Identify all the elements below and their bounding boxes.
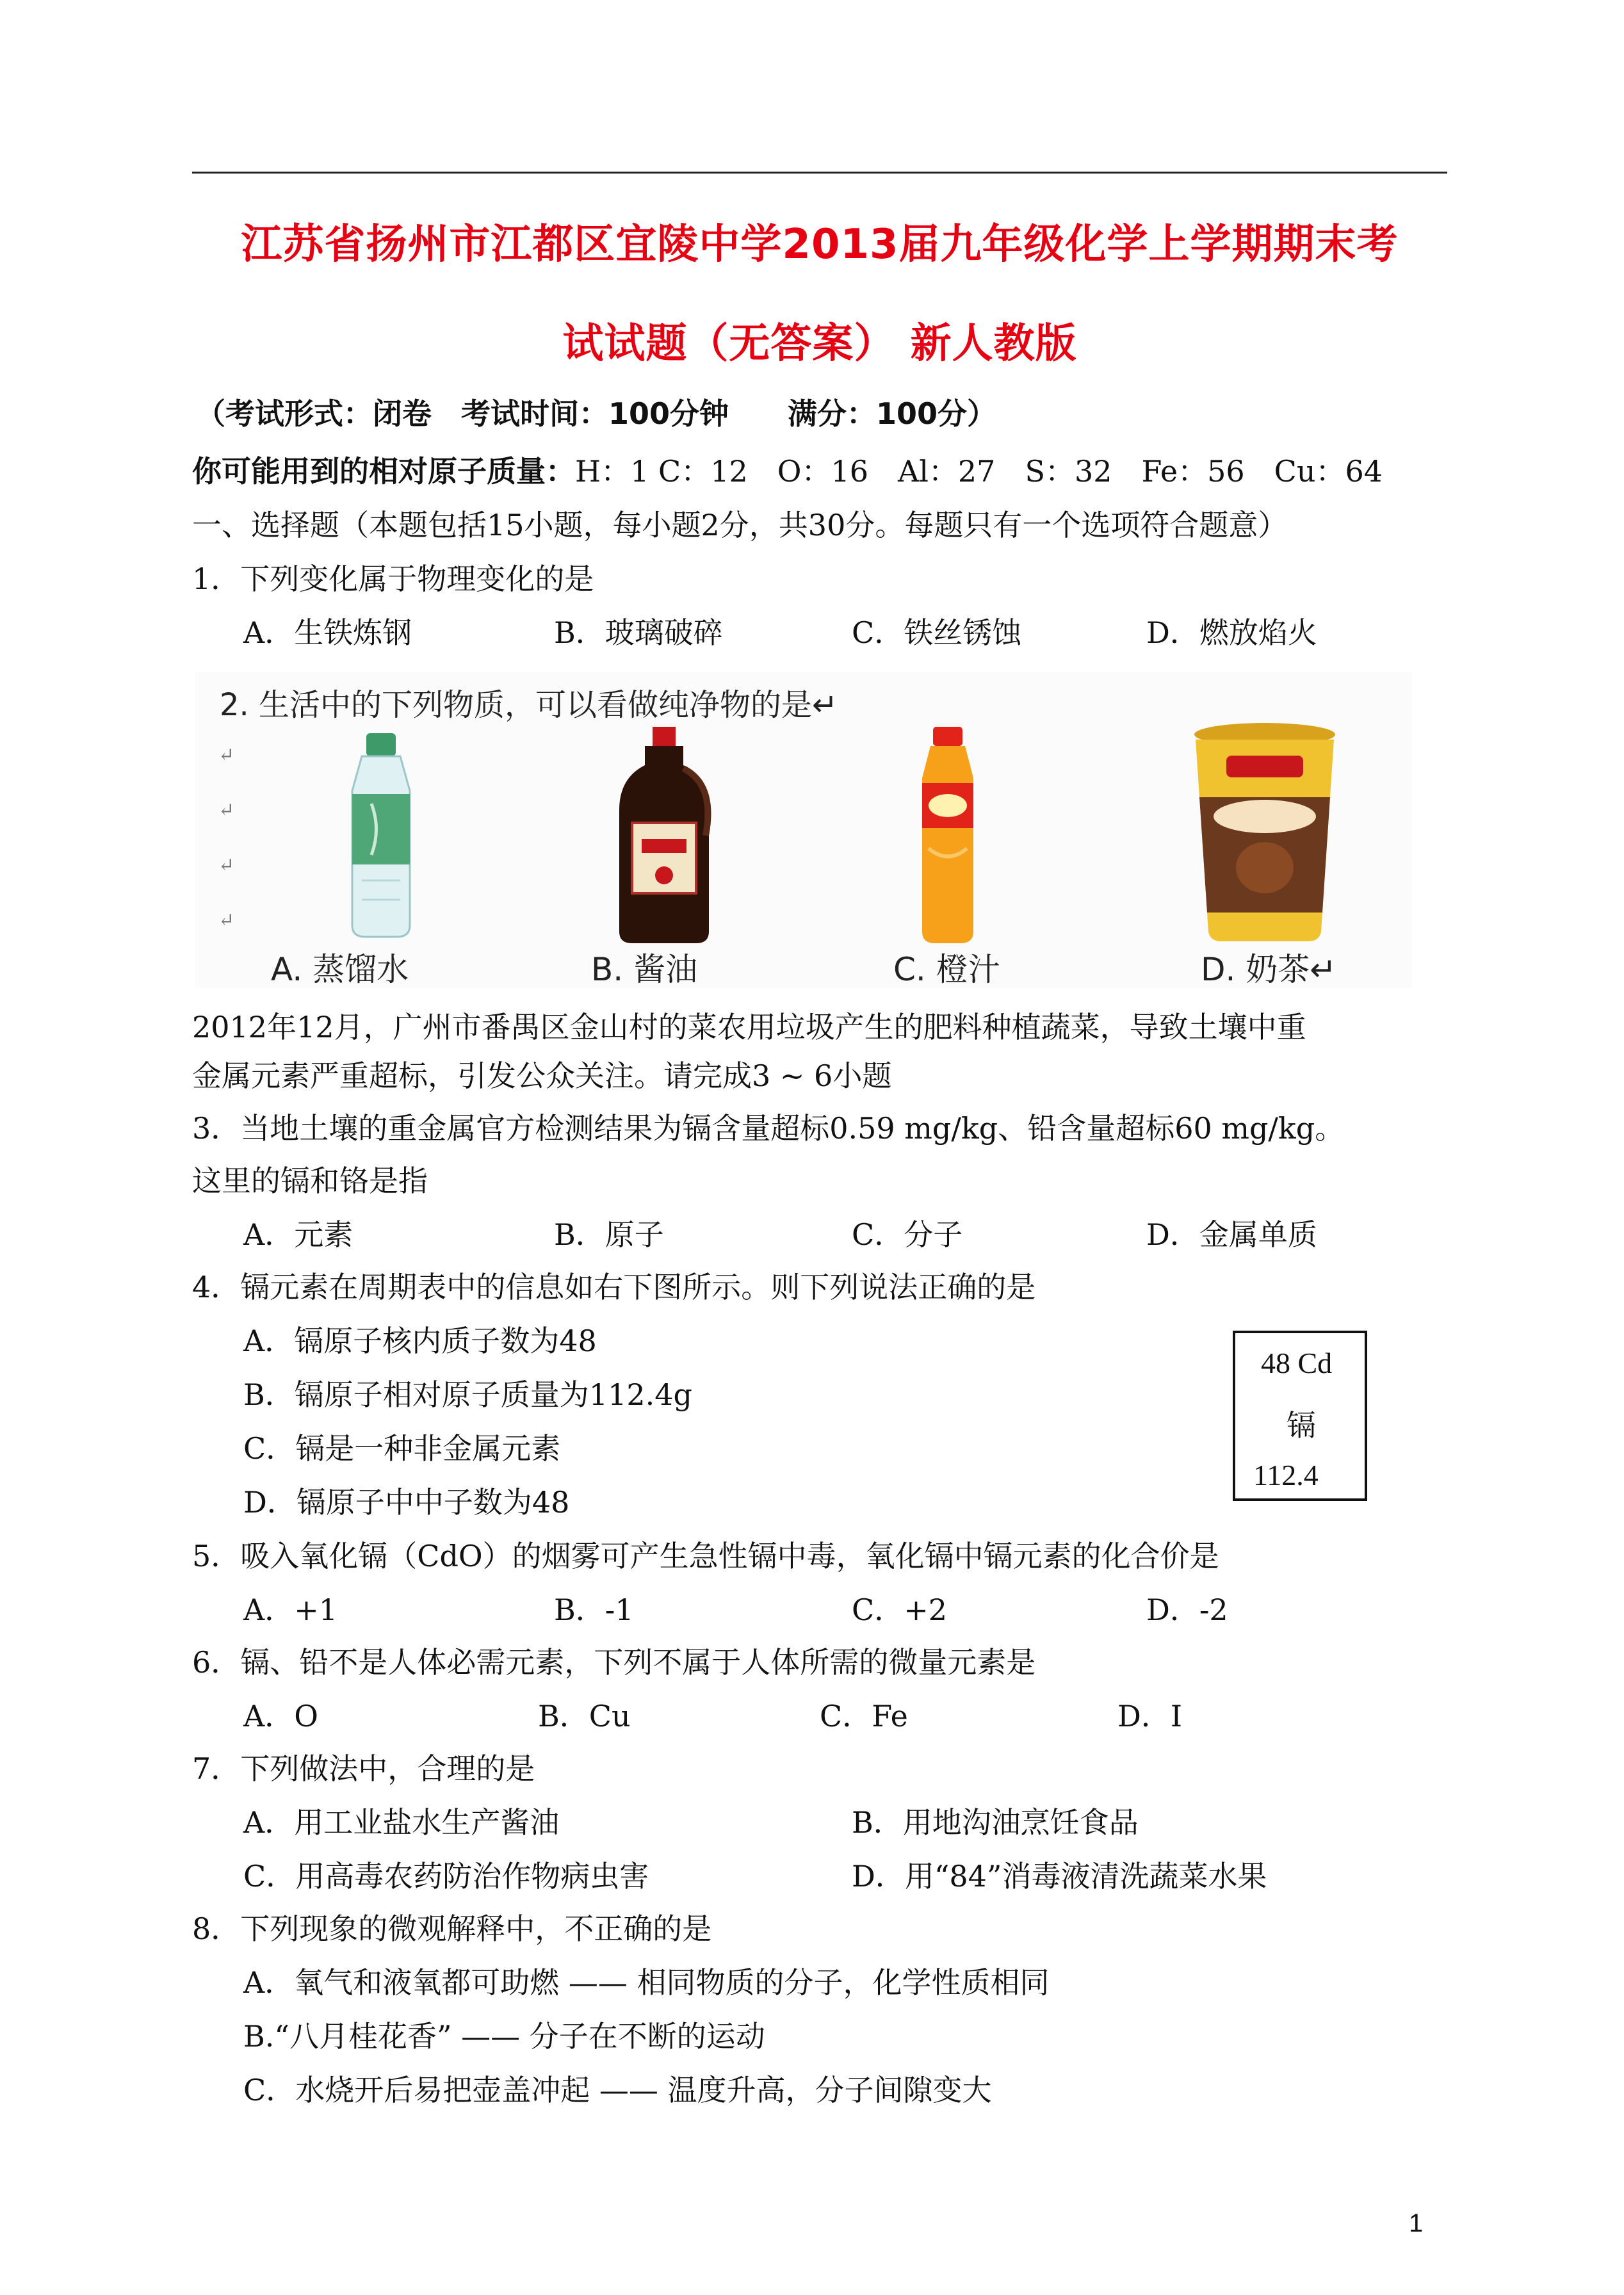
q7-stem: 7．下列做法中，合理的是: [192, 1751, 535, 1786]
cadmium-element-box: [1233, 1331, 1367, 1501]
page-number: 1: [1409, 2209, 1424, 2237]
q4-option-a: A．镉原子核内质子数为48: [243, 1324, 597, 1358]
paragraph-mark: ↵: [218, 799, 235, 822]
atomic-masses-values: H：1 C：12 O：16 Al：27 S：32 Fe：56 Cu：64: [575, 454, 1383, 489]
atomic-masses-label: 你可能用到的相对原子质量：: [192, 454, 575, 489]
q2-stem: 2. 生活中的下列物质，可以看做纯净物的是↵: [220, 687, 838, 723]
q1-option-a: A．生铁炼钢: [243, 615, 412, 650]
header-rule: [192, 172, 1447, 174]
q8-option-b: B.“八月桂花香” —— 分子在不断的运动: [243, 2019, 765, 2054]
paragraph-mark: ↵: [218, 854, 235, 877]
q2-image: [195, 672, 1412, 987]
paragraph-mark: ↵: [218, 909, 235, 932]
element-mass: 112.4: [1253, 1459, 1319, 1491]
q2-option-b: B. 酱油: [591, 951, 698, 988]
q1-option-d: D．燃放焰火: [1146, 615, 1317, 650]
q5-stem: 5．吸入氧化镉（CdO）的烟雾可产生急性镉中毒，氧化镉中镉元素的化合价是: [192, 1539, 1219, 1573]
q6-option-d: D．I: [1117, 1699, 1183, 1733]
q8-option-a: A．氧气和液氧都可助燃 —— 相同物质的分子，化学性质相同: [243, 1965, 1050, 2000]
orange-juice-bottle-image: [900, 727, 996, 945]
q3-stem-line2: 这里的镉和铬是指: [192, 1164, 428, 1198]
q2-option-a: A. 蒸馏水: [271, 951, 409, 988]
q7-option-c: C．用高毒农药防治作物病虫害: [243, 1859, 649, 1894]
q6-stem: 6．镉、铅不是人体必需元素，下列不属于人体所需的微量元素是: [192, 1645, 1036, 1680]
q3-stem-line1: 3．当地土壤的重金属官方检测结果为镉含量超标0.59 mg/kg、铅含量超标60 mg/kg。: [192, 1111, 1345, 1146]
q2-option-d: D. 奶茶↵: [1201, 951, 1337, 988]
element-name: 镉: [1287, 1409, 1316, 1442]
q5-option-c: C．+2: [852, 1593, 948, 1627]
section1-heading: 一、选择题（本题包括15小题，每小题2分，共30分。每题只有一个选项符合题意）: [192, 508, 1288, 542]
context-line2: 金属元素严重超标，引发公众关注。请完成3 ~ 6小题: [192, 1058, 892, 1093]
q6-option-b: B．Cu: [538, 1699, 631, 1733]
milk-tea-cup-image: [1188, 720, 1342, 945]
q3-option-b: B．原子: [554, 1217, 664, 1252]
exam-info: （考试形式：闭卷 考试时间：100分钟 满分：100分）: [196, 396, 997, 431]
doc-title-line2: 试试题（无答案） 新人教版: [562, 320, 1077, 368]
q8-stem: 8．下列现象的微观解释中，不正确的是: [192, 1911, 712, 1946]
q1-option-b: B．玻璃破碎: [554, 615, 723, 650]
q5-option-b: B．-1: [554, 1593, 634, 1627]
q1-stem: 1．下列变化属于物理变化的是: [192, 562, 594, 596]
atomic-masses: [192, 452, 1383, 491]
q5-option-d: D．-2: [1146, 1593, 1228, 1627]
q8-option-c: C．水烧开后易把壶盖冲起 —— 温度升高，分子间隙变大: [243, 2073, 992, 2107]
q6-option-c: C．Fe: [820, 1699, 908, 1733]
doc-title-line1: 江苏省扬州市江都区宜陵中学2013届九年级化学上学期期末考: [241, 221, 1399, 268]
q3-option-d: D．金属单质: [1146, 1217, 1317, 1252]
element-number-symbol: 48 Cd: [1261, 1347, 1333, 1379]
q4-stem: 4．镉元素在周期表中的信息如右下图所示。则下列说法正确的是: [192, 1270, 1036, 1304]
q4-option-d: D．镉原子中中子数为48: [243, 1485, 570, 1520]
q3-option-c: C．分子: [852, 1217, 963, 1252]
q2-option-c: C. 橙汁: [893, 951, 1000, 988]
q5-option-a: A．+1: [243, 1593, 338, 1627]
q7-option-b: B．用地沟油烹饪食品: [852, 1805, 1139, 1840]
soy-sauce-bottle-image: [606, 727, 722, 945]
water-bottle-image: [333, 733, 429, 938]
q3-option-a: A．元素: [243, 1217, 353, 1252]
q4-option-b: B．镉原子相对原子质量为112.4g: [243, 1377, 692, 1412]
q7-option-a: A．用工业盐水生产酱油: [243, 1805, 560, 1840]
q7-option-d: D．用“84”消毒液清洗蔬菜水果: [852, 1859, 1267, 1894]
q1-option-c: C．铁丝锈蚀: [852, 615, 1022, 650]
paragraph-mark: ↵: [218, 744, 235, 766]
q4-option-c: C．镉是一种非金属元素: [243, 1431, 561, 1466]
q6-option-a: A．O: [243, 1699, 318, 1733]
context-line1: 2012年12月，广州市番禺区金山村的菜农用垃圾产生的肥料种植蔬菜，导致土壤中重: [192, 1010, 1306, 1044]
